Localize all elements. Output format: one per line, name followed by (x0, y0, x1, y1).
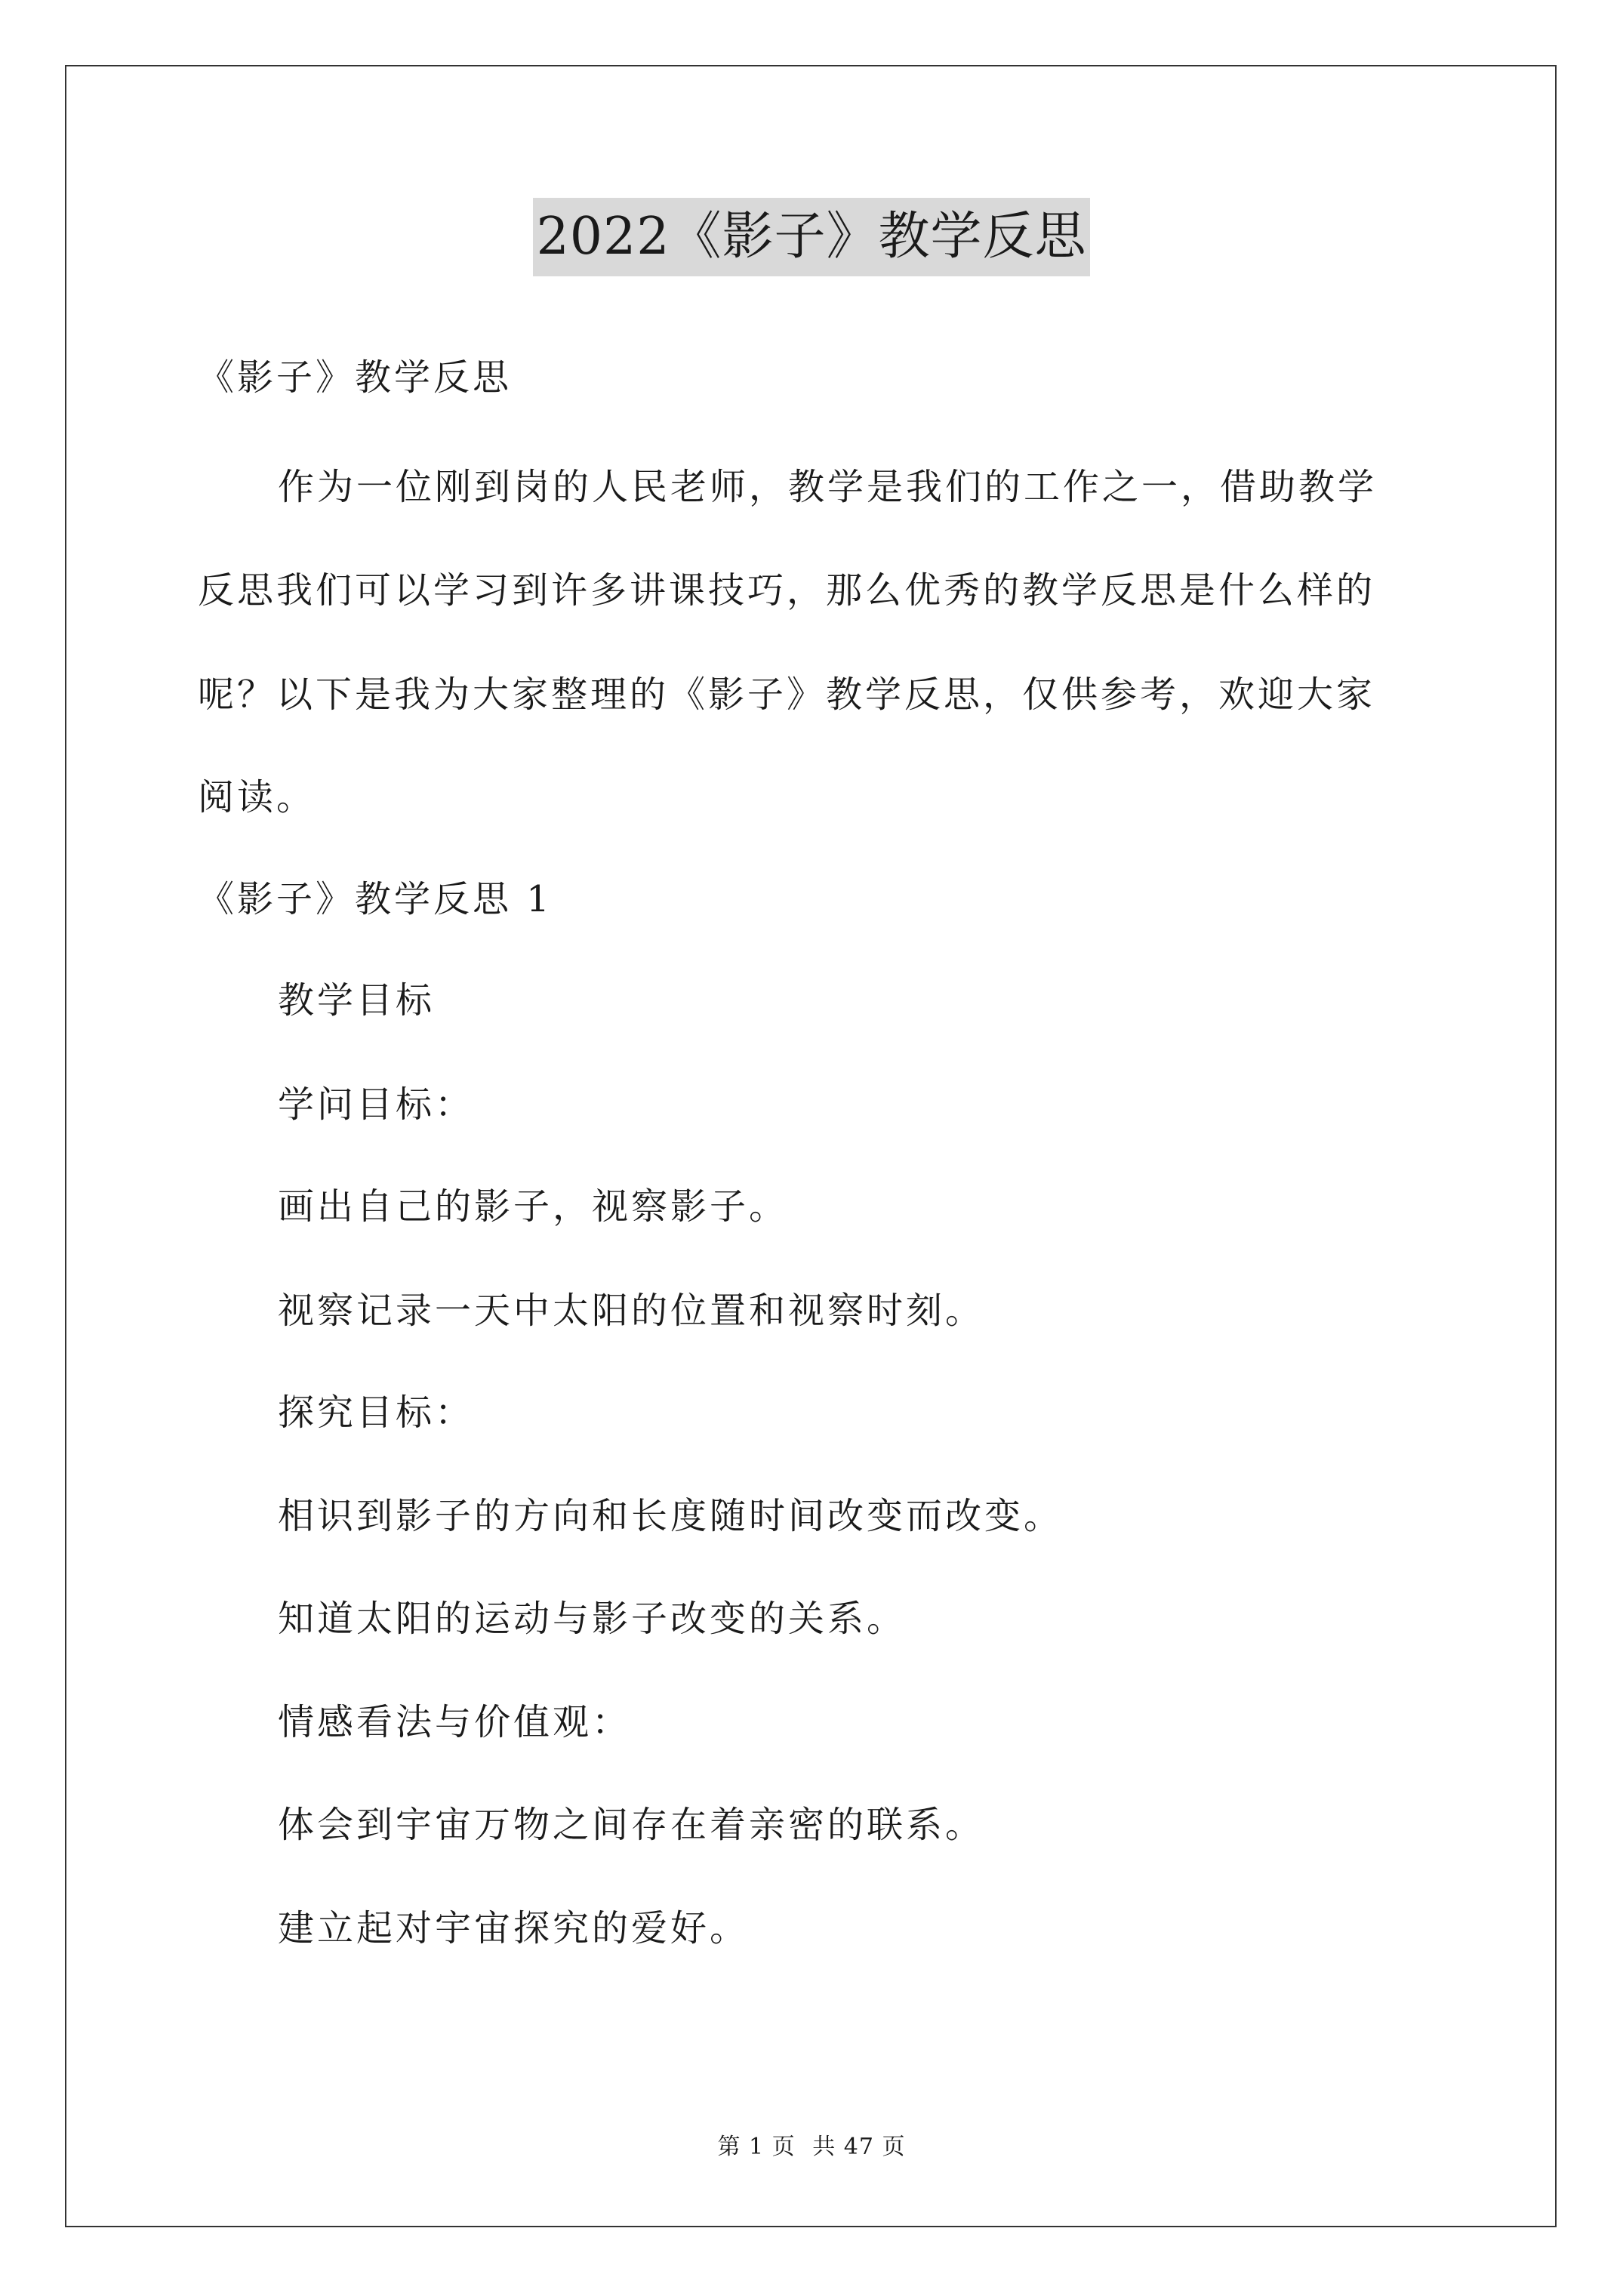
body-line: 教学目标 (278, 979, 436, 1022)
subtitle-line: 《影子》教学反思 (198, 356, 513, 399)
body-line: 画出自己的影子，视察影子。 (278, 1185, 789, 1228)
section-heading: 《影子》教学反思 1 (198, 878, 553, 920)
intro-line-2: 反思我们可以学习到许多讲课技巧，那么优秀的教学反思是什么样的 (198, 569, 1376, 612)
body-line: 建立起对宇宙探究的爱好。 (278, 1907, 750, 1949)
page-number: 第 1 页 (717, 2134, 796, 2160)
body-line: 体会到宇宙万物之间存在着亲密的联系。 (278, 1804, 985, 1846)
intro-line-4: 阅读。 (198, 776, 316, 818)
title-container (0, 198, 1623, 276)
intro-line-1: 作为一位刚到岗的人民老师，教学是我们的工作之一，借助教学 (278, 466, 1378, 508)
body-line: 视察记录一天中太阳的位置和视察时刻。 (278, 1290, 985, 1332)
intro-line-3: 呢？以下是我为大家整理的《影子》教学反思，仅供参考，欢迎大家 (198, 673, 1376, 716)
body-line: 情感看法与价值观： (278, 1701, 632, 1743)
body-line: 学问目标： (278, 1083, 475, 1126)
body-line: 知道太阳的运动与影子改变的关系。 (278, 1598, 907, 1640)
page-footer (0, 2134, 1623, 2161)
document-title: 2022《影子》教学反思 (533, 198, 1089, 276)
body-line: 相识到影子的方向和长度随时间改变而改变。 (278, 1495, 1064, 1537)
page-total: 共 47 页 (812, 2134, 906, 2160)
body-line: 探究目标： (278, 1391, 475, 1434)
